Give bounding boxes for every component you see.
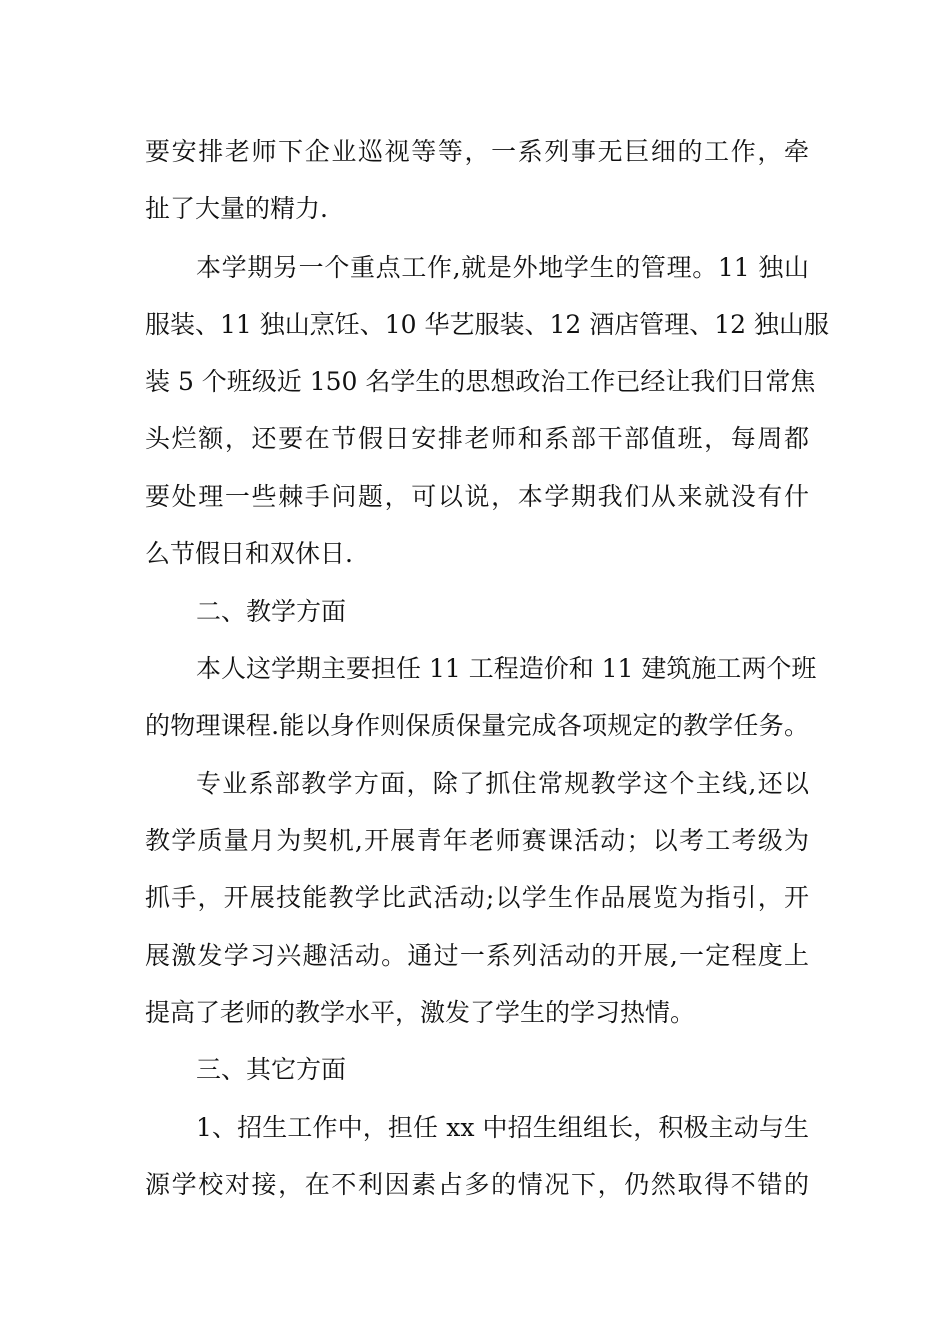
section-heading: 二、教学方面 [196,597,347,626]
text-line: 展激发学习兴趣活动。通过一系列活动的开展,一定程度上 [145,941,809,970]
text-line: 教学质量月为契机,开展青年老师赛课活动；以考工考级为 [145,826,809,855]
text-line: 的物理课程.能以身作则保质保量完成各项规定的教学任务。 [145,711,809,740]
paragraph-first-line: 1、招生工作中，担任 xx 中招生组组长，积极主动与生 [196,1113,809,1142]
text-line: 提高了老师的教学水平，激发了学生的学习热情。 [145,998,696,1027]
text-line: 么节假日和双休日. [145,539,353,568]
text-line: 头烂额，还要在节假日安排老师和系部干部值班，每周都 [145,424,809,453]
text-line: 服装、11 独山烹饪、10 华艺服装、12 酒店管理、12 独山服 [145,310,830,339]
text-line: 抓手，开展技能教学比武活动;以学生作品展览为指引，开 [145,883,809,912]
paragraph-first-line: 本人这学期主要担任 11 工程造价和 11 建筑施工两个班 [196,654,817,683]
text-line: 要处理一些棘手问题，可以说，本学期我们从来就没有什 [145,482,809,511]
paragraph-first-line: 专业系部教学方面，除了抓住常规教学这个主线,还以 [196,769,809,798]
text-line: 扯了大量的精力. [145,194,328,223]
paragraph-first-line: 本学期另一个重点工作,就是外地学生的管理。11 独山 [196,253,809,282]
text-line: 要安排老师下企业巡视等等，一系列事无巨细的工作，牵 [145,137,809,166]
section-heading: 三、其它方面 [196,1055,347,1084]
text-line: 装 5 个班级近 150 名学生的思想政治工作已经让我们日常焦 [145,367,816,396]
text-line: 源学校对接，在不利因素占多的情况下，仍然取得不错的 [145,1170,809,1199]
